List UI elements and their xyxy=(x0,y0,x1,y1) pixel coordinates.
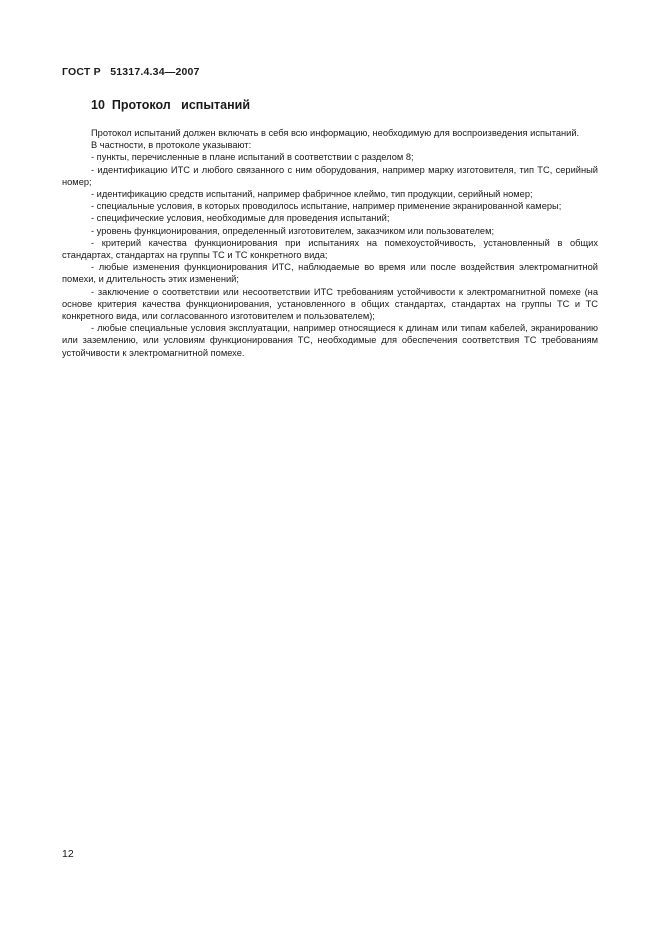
list-item: - заключение о соответствии или несоответствии ИТС требованиям устойчивости к электромагнитной помехе (на основе критерия качества функционирования, установленного в общих стандартах, стандартах на группы ТС и ТС конкретного вида, или согласованного изготовителем и пользователем); xyxy=(62,286,598,322)
list-item: - любые изменения функционирования ИТС, наблюдаемые во время или после воздействия электромагнитной помехи, и длительность этих изменений; xyxy=(62,262,598,285)
list-item: - критерий качества функционирования при испытаниях на помехоустойчивость, установленный в общих стандартах, стандартах на группы ТС и ТС конкретного вида; xyxy=(62,237,598,261)
list-item: - пункты, перечисленные в плане испытаний в соответствии с разделом 8; xyxy=(91,152,414,163)
document-code-header: ГОСТ Р 51317.4.34—2007 xyxy=(62,66,200,78)
section-title: 10 Протокол испытаний xyxy=(91,98,251,112)
paragraph: Протокол испытаний должен включать в себя всю информацию, необходимую для воспроизведения испытаний. xyxy=(91,128,580,138)
list-item: - идентификацию ИТС и любого связанного с ним оборудования, например марку изготовителя, тип ТС, серийный номер; xyxy=(62,164,598,187)
list-item: - специфические условия, необходимые для проведения испытаний; xyxy=(91,213,390,224)
list-item: - уровень функционирования, определенный изготовителем, заказчиком или пользователем; xyxy=(91,225,495,236)
list-item: - специальные условия, в которых проводилось испытание, например применение экранированной камеры; xyxy=(91,201,562,212)
list-item: - любые специальные условия эксплуатации, например относящиеся к длинам или типам кабелей, экранированию или заземлению, или условиям функционирования ТС, необходимые для обеспечения соответствия ТС требованиям устойчивости к электромагнитной помехе. xyxy=(62,323,598,358)
paragraph: В частности, в протоколе указывают: xyxy=(91,140,252,151)
section-body xyxy=(62,127,598,359)
page-number: 12 xyxy=(62,848,74,860)
list-item: - идентификацию средств испытаний, например фабричное клеймо, тип продукции, серийный номер; xyxy=(91,189,533,200)
